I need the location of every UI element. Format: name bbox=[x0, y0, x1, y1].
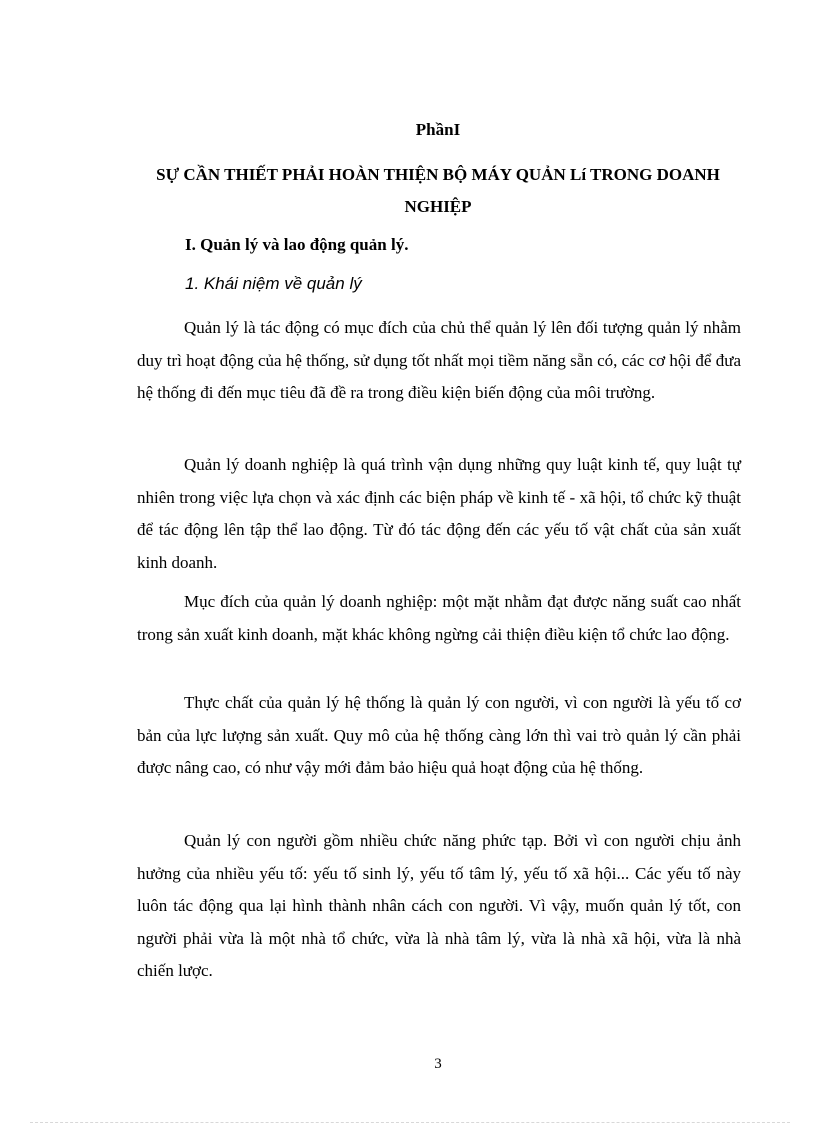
part-label: PhầnI bbox=[415, 120, 461, 139]
subsection-heading: 1. Khái niệm về quản lý bbox=[185, 274, 362, 293]
section-heading: I. Quản lý và lao động quản lý. bbox=[185, 235, 409, 254]
paragraph-management-purpose: Mục đích của quản lý doanh nghiệp: một mặt nhằm đạt được năng suất cao nhất trong sản xuất kinh doanh, mặt khác không ngừng cải thiện điều kiện tổ chức lao động. bbox=[137, 592, 741, 644]
paragraph-human-management: Quản lý con người gồm nhiều chức năng phức tạp. Bởi vì con người chịu ảnh hưởng của nhiều yếu tố: yếu tố sinh lý, yếu tố tâm lý, yếu tố xã hội... Các yếu tố này luôn tác động qua lại hình thành nhân cách con người. Vì vậy, muốn quản lý tốt, con người phải vừa là một nhà tổ chức, vừa là nhà tâm lý, vừa là nhà xã hội, vừa là nhà chiến lược. bbox=[137, 831, 741, 980]
paragraph-enterprise-management: Quản lý doanh nghiệp là quá trình vận dụng những quy luật kinh tế, quy luật tự nhiên trong việc lựa chọn và xác định các biện pháp về kinh tế - xã hội, tổ chức kỹ thuật để tác động lên tập thể lao động. Từ đó tác động đến các yếu tố vật chất của sản xuất kinh doanh. bbox=[137, 455, 741, 572]
document-title: SỰ CẦN THIẾT PHẢI HOÀN THIỆN BỘ MÁY QUẢN Lí TRONG DOANH NGHIỆP bbox=[156, 165, 720, 216]
page-number: 3 bbox=[434, 1056, 442, 1072]
paragraph-definition: Quản lý là tác động có mục đích của chủ thể quản lý lên đối tượng quản lý nhằm duy trì hoạt động của hệ thống, sử dụng tốt nhất mọi tiềm năng sẵn có, các cơ hội để đưa hệ thống đi đến mục tiêu đã đề ra trong điều kiện biến động của môi trường. bbox=[137, 318, 741, 402]
paragraph-essence: Thực chất của quản lý hệ thống là quản lý con người, vì con người là yếu tố cơ bản của lực lượng sản xuất. Quy mô của hệ thống càng lớn thì vai trò quản lý cần phải được nâng cao, có như vậy mới đảm bảo hiệu quả hoạt động của hệ thống. bbox=[137, 693, 741, 777]
